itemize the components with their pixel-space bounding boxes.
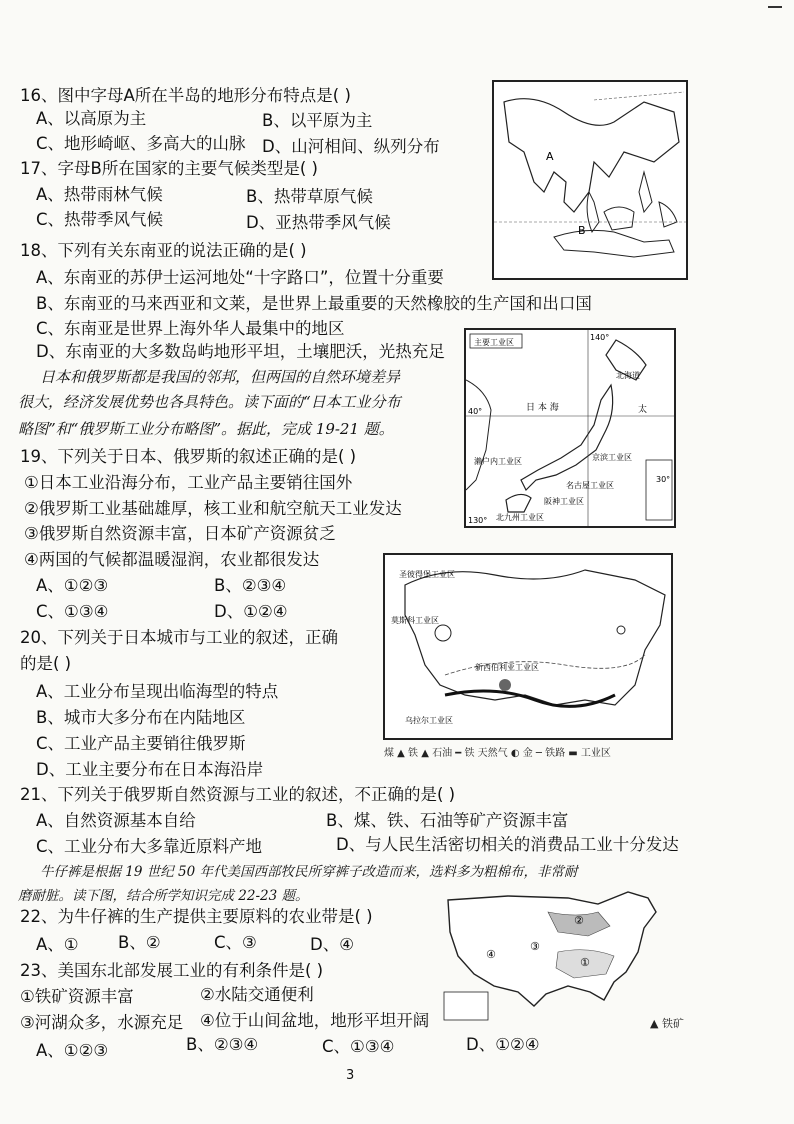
q17-option-d[interactable]: D、亚热带季风气候: [246, 213, 391, 232]
russia-industry-map: [383, 553, 673, 740]
q22-option-a[interactable]: A、①: [36, 935, 79, 954]
japan-hanshin-label: 阪神工业区: [544, 497, 584, 506]
usa-marker-3: ③: [530, 940, 540, 953]
q22-option-d[interactable]: D、④: [310, 935, 354, 954]
q22-option-c[interactable]: C、③: [214, 933, 257, 952]
q21-option-d[interactable]: D、与人民生活密切相关的消费品工业十分发达: [336, 835, 679, 854]
q19-option-b[interactable]: B、②③④: [214, 576, 287, 595]
q19-option-c[interactable]: C、①③④: [36, 602, 109, 621]
q19-statement-1: ①日本工业沿海分布，工业产品主要销往国外: [24, 473, 353, 492]
q20-option-d[interactable]: D、工业主要分布在日本海沿岸: [36, 760, 264, 779]
q23-statement-1: ①铁矿资源丰富: [20, 987, 134, 1006]
q16-stem: 16、图中字母A所在半岛的地形分布特点是( ): [20, 86, 351, 105]
japan-setouchi-label: 濑户内工业区: [474, 457, 522, 466]
russia-label-1: 圣彼得堡工业区: [399, 570, 455, 579]
q18-option-c[interactable]: C、东南亚是世界上海外华人最集中的地区: [36, 319, 345, 338]
label-a: A: [546, 150, 554, 163]
q16-option-a[interactable]: A、以高原为主: [36, 109, 147, 128]
intro22-line1: 牛仔裤是根据 19 世纪 50 年代美国西部牧民所穿裤子改造而来，选料多为粗棉布，非常耐: [40, 864, 578, 880]
q18-option-a[interactable]: A、东南亚的苏伊士运河地处“十字路口”，位置十分重要: [36, 268, 444, 287]
intro19-line2: 很大，经济发展优势也各具特色。读下面的“日本工业分布: [18, 393, 401, 411]
intro19-line3: 略图”和“俄罗斯工业分布略图”。据此，完成 19-21 题。: [18, 420, 394, 438]
q19-option-a[interactable]: A、①②③: [36, 576, 109, 595]
russia-industry-map-svg: [385, 555, 671, 738]
japan-lon2-label: 130°: [468, 516, 488, 525]
q22-option-b[interactable]: B、②: [118, 933, 161, 952]
q19-statement-3: ③俄罗斯自然资源丰富，日本矿产资源贫乏: [24, 524, 336, 543]
q21-stem: 21、下列关于俄罗斯自然资源与工业的叙述，不正确的是( ): [20, 785, 456, 804]
japan-sea-label: 日 本 海: [526, 403, 559, 413]
q16-option-b[interactable]: B、以平原为主: [262, 111, 373, 130]
q17-option-c[interactable]: C、热带季风气候: [36, 210, 164, 229]
usa-agriculture-map-svg: [438, 882, 664, 1024]
q21-option-b[interactable]: B、煤、铁、石油等矿产资源丰富: [326, 811, 569, 830]
q19-stem: 19、下列关于日本、俄罗斯的叙述正确的是( ): [20, 447, 357, 466]
japan-lat2-label: 30°: [656, 475, 671, 484]
page-number: 3: [346, 1068, 355, 1083]
q21-option-c[interactable]: C、工业分布大多靠近原料产地: [36, 837, 263, 856]
q23-option-b[interactable]: B、②③④: [186, 1035, 259, 1054]
usa-marker-4: ④: [486, 948, 496, 961]
japan-lon-label: 140°: [590, 333, 610, 342]
japan-kyushu-label: 北九州工业区: [496, 513, 544, 522]
japan-lat-label: 40°: [468, 407, 483, 416]
intro22-line2: 磨耐脏。读下图，结合所学知识完成 22-23 题。: [18, 888, 309, 904]
q18-option-d[interactable]: D、东南亚的大多数岛屿地形平坦，土壤肥沃，光热充足: [36, 342, 445, 361]
q20-stem-line2: 的是( ): [20, 654, 72, 673]
scan-mark: [768, 6, 782, 8]
intro19-line1: 日本和俄罗斯都是我国的邻邦，但两国的自然环境差异: [40, 368, 401, 386]
q19-statement-4: ④两国的气候都温暖湿润，农业都很发达: [24, 550, 320, 569]
russia-label-3: 乌拉尔工业区: [405, 716, 453, 725]
q20-stem-line1: 20、下列关于日本城市与工业的叙述，正确: [20, 628, 338, 647]
russia-label-2: 莫斯科工业区: [391, 616, 439, 625]
q20-option-c[interactable]: C、工业产品主要销往俄罗斯: [36, 734, 246, 753]
q21-option-a[interactable]: A、自然资源基本自给: [36, 811, 196, 830]
q23-statement-4: ④位于山间盆地，地形平坦开阔: [200, 1011, 430, 1030]
q20-option-a[interactable]: A、工业分布呈现出临海型的特点: [36, 682, 279, 701]
usa-marker-1: ①: [580, 956, 590, 969]
russia-map-legend: 煤 ▲ 铁 ▲ 石油 ━ 铁 天然气 ◐ 金 ─ 铁路 ▬ 工业区: [384, 748, 611, 759]
q18-option-b[interactable]: B、东南亚的马来西亚和文莱，是世界上最重要的天然橡胶的生产国和出口国: [36, 294, 592, 313]
southeast-asia-map: [492, 80, 688, 280]
japan-legend: 主要工业区: [474, 338, 514, 347]
q23-option-c[interactable]: C、①③④: [322, 1037, 395, 1056]
usa-agriculture-map: [438, 882, 664, 1024]
q23-statement-3: ③河湖众多，水源充足: [20, 1013, 184, 1032]
japan-industry-map-svg: [466, 330, 674, 526]
q23-option-d[interactable]: D、①②④: [466, 1035, 540, 1054]
q17-option-a[interactable]: A、热带雨林气候: [36, 185, 163, 204]
q23-stem: 23、美国东北部发展工业的有利条件是( ): [20, 961, 324, 980]
q16-option-d[interactable]: D、山河相间、纵列分布: [262, 137, 440, 156]
q23-statement-2: ②水陆交通便利: [200, 985, 314, 1004]
japan-chukyo-label: 名古屋工业区: [566, 481, 614, 490]
q18-stem: 18、下列有关东南亚的说法正确的是( ): [20, 241, 307, 260]
japan-pacific-label: 太: [638, 405, 648, 415]
usa-marker-2: ②: [574, 914, 584, 927]
q17-stem: 17、字母B所在国家的主要气候类型是( ): [20, 159, 318, 178]
q19-statement-2: ②俄罗斯工业基础雄厚，核工业和航空航天工业发达: [24, 499, 402, 518]
q16-option-c[interactable]: C、地形崎岖、多高大的山脉: [36, 134, 246, 153]
japan-industry-map: [464, 328, 676, 528]
japan-hokkaido-label: 北海道: [616, 371, 640, 380]
q20-option-b[interactable]: B、城市大多分布在内陆地区: [36, 708, 246, 727]
q23-option-a[interactable]: A、①②③: [36, 1041, 109, 1060]
q22-stem: 22、为牛仔裤的生产提供主要原料的农业带是( ): [20, 907, 373, 926]
southeast-asia-map-svg: [494, 82, 686, 278]
q17-option-b[interactable]: B、热带草原气候: [246, 187, 373, 206]
usa-map-legend: ▲ 铁矿: [650, 1017, 684, 1030]
japan-keihin-label: 京滨工业区: [592, 453, 632, 462]
q19-option-d[interactable]: D、①②④: [214, 602, 288, 621]
label-b: B: [578, 224, 586, 237]
russia-label-4: 新西伯利亚工业区: [475, 663, 539, 672]
